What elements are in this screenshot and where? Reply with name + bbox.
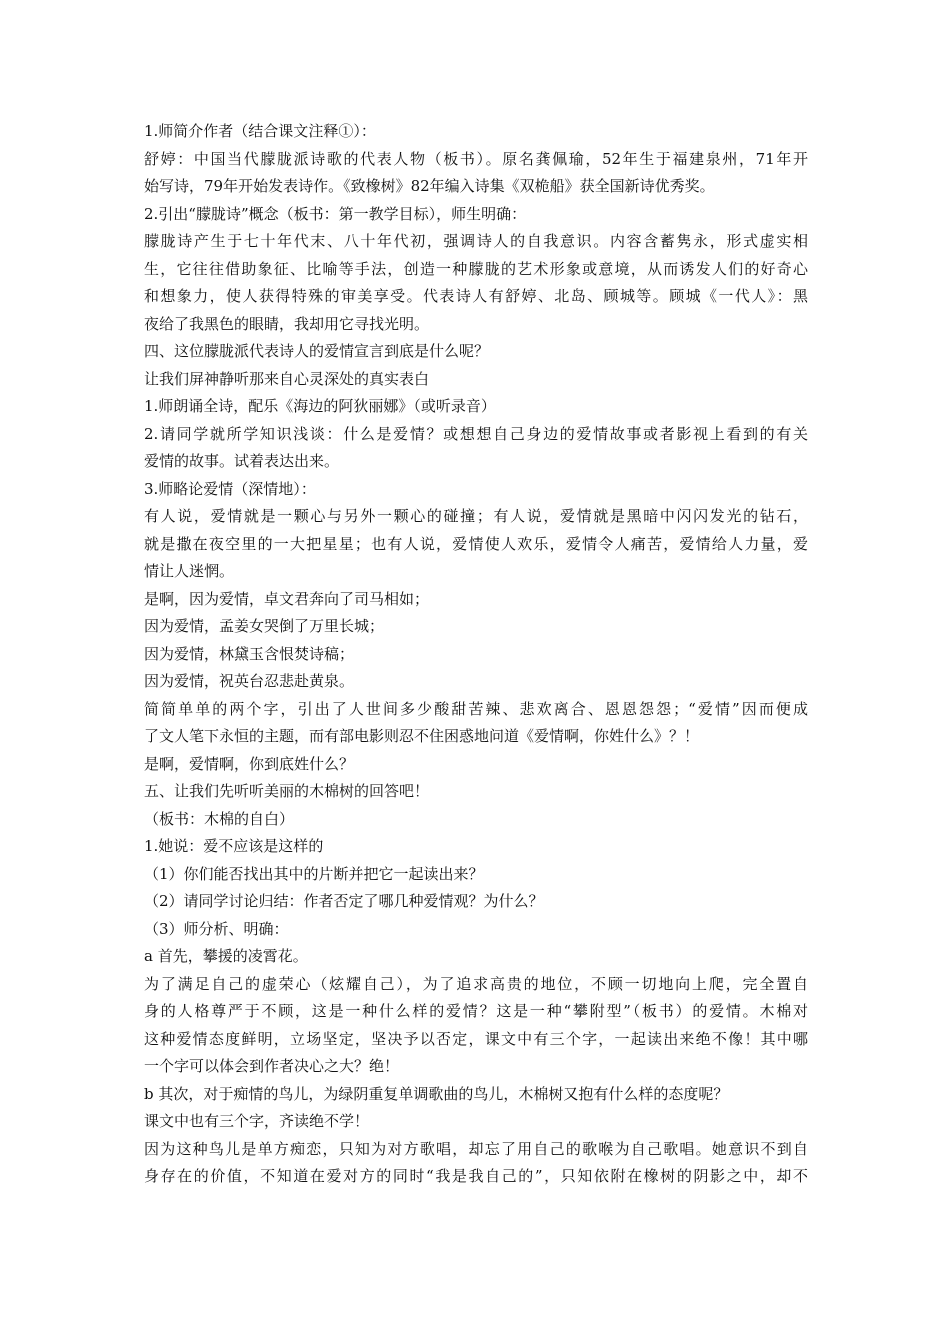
text-line: 爱情的故事。试着表达出来。 [144, 452, 340, 470]
text-line: 1.师简介作者（结合课文注释①）： [144, 122, 376, 140]
text-line: 四、这位朦胧派代表诗人的爱情宣言到底是什么呢？ [144, 342, 490, 360]
text-line: 舒婷：中国当代朦胧派诗歌的代表人物（板书）。原名龚佩瑜，52年生于福建泉州，71年开 [144, 149, 808, 168]
text-line: 五、让我们先听听美丽的木棉树的回答吧！ [144, 782, 430, 800]
text-line: b 其次，对于痴情的鸟儿，为绿阴重复单调歌曲的鸟儿，木棉树又抱有什么样的态度呢？ [144, 1084, 729, 1103]
text-line: 1.她说：爱不应该是这样的 [144, 837, 324, 855]
text-line: 让我们屏神静听那来自心灵深处的真实表白 [144, 369, 430, 388]
text-line: 是啊，因为爱情，卓文君奔向了司马相如； [144, 589, 430, 608]
text-line: 生，它往往借助象征、比喻等手法，创造一种朦胧的艺术形象或意境，从而诱发人们的好奇心 [144, 259, 808, 278]
text-line: 因为爱情，孟姜女哭倒了万里长城； [144, 617, 385, 635]
text-line: 2.引出“朦胧诗”概念（板书：第一教学目标），师生明确： [144, 204, 527, 223]
text-line: 是啊，爱情啊，你到底姓什么？ [144, 754, 355, 773]
text-line: 因为爱情，祝英台忍悲赴黄泉。 [144, 672, 355, 690]
text-line: 身的人格尊严于不顾，这是一种什么样的爱情？这是一种“攀附型”（板书）的爱情。木棉对 [144, 1002, 808, 1020]
text-line: 一个字可以体会到作者决心之大？绝！ [144, 1057, 400, 1075]
text-line: 身存在的价值，不知道在爱对方的同时“我是我自己的”，只知依附在橡树的阴影之中，却不 [144, 1167, 808, 1185]
text-line: 情让人迷惘。 [144, 562, 235, 580]
text-line: 和想象力，使人获得特殊的审美享受。代表诗人有舒婷、北岛、顾城等。顾城《一代人》：黑 [144, 287, 808, 305]
text-line: 课文中也有三个字，齐读绝不学！ [144, 1112, 370, 1130]
text-line: 就是撒在夜空里的一大把星星；也有人说，爱情使人欢乐，爱情令人痛苦，爱情给人力量，爱 [144, 534, 808, 553]
text-line: 1.师朗诵全诗，配乐《海边的阿狄丽娜》（或听录音） [144, 397, 496, 415]
text-line: （1）你们能否找出其中的片断并把它一起读出来？ [144, 864, 484, 883]
text-line: 了文人笔下永恒的主题，而有部电影则忍不住困惑地问道《爱情啊，你姓什么》？！ [144, 727, 700, 745]
document-body [144, 118, 808, 1191]
text-line: 这种爱情态度鲜明，立场坚定，坚决予以否定，课文中有三个字，一起读出来绝不像！其中哪 [144, 1029, 808, 1048]
text-line: 夜给了我黑色的眼睛，我却用它寻找光明。 [144, 314, 430, 333]
text-line: 朦胧诗产生于七十年代末、八十年代初，强调诗人的自我意识。内容含蓄隽永，形式虚实相 [144, 232, 808, 250]
text-line: 因为这种鸟儿是单方痴恋，只知为对方歌唱，却忘了用自己的歌喉为自己歌唱。她意识不到自 [144, 1139, 808, 1158]
text-line: 简简单单的两个字，引出了人世间多少酸甜苦辣、悲欢离合、恩恩怨怨；“爱情”因而便成 [144, 699, 808, 718]
text-line: 3.师略论爱情（深情地）： [144, 479, 316, 498]
text-line: （2）请同学讨论归结：作者否定了哪几种爱情观？为什么？ [144, 892, 544, 910]
text-line: （板书：木棉的自白） [144, 809, 295, 828]
text-line: a 首先，攀援的凌霄花。 [144, 947, 308, 965]
text-line: （3）师分析、明确： [144, 919, 289, 938]
text-line: 因为爱情，林黛玉含恨焚诗稿； [144, 644, 355, 663]
text-line: 为了满足自己的虚荣心（炫耀自己），为了追求高贵的地位，不顾一切地向上爬，完全置自 [144, 974, 808, 993]
text-line: 有人说，爱情就是一颗心与另外一颗心的碰撞；有人说，爱情就是黑暗中闪闪发光的钻石， [144, 507, 808, 525]
text-line: 2.请同学就所学知识浅谈：什么是爱情？或想想自己身边的爱情故事或者影视上看到的有关 [144, 424, 808, 443]
text-line: 始写诗，79年开始发表诗作。《致橡树》82年编入诗集《双桅船》获全国新诗优秀奖。 [144, 177, 715, 195]
